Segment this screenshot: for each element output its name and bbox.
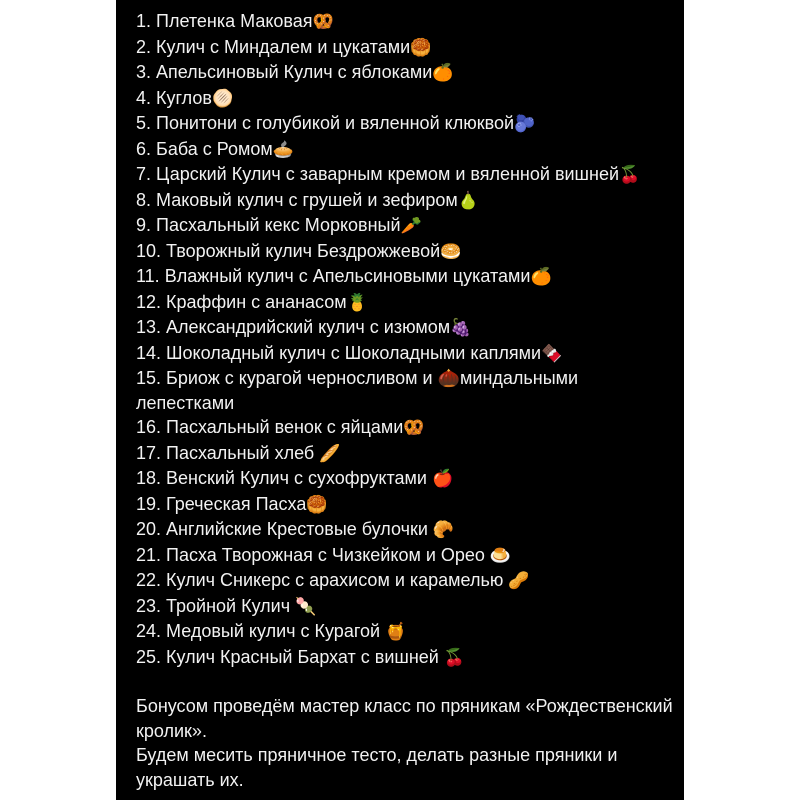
pineapple-icon: 🍍 (346, 292, 368, 313)
list-item (136, 594, 676, 620)
custard-icon: 🍮 (489, 545, 512, 566)
pear-icon: 🍐 (457, 190, 479, 211)
pretzel-icon: 🥨 (312, 12, 334, 32)
list-item (136, 315, 676, 341)
chocolate-icon: 🍫 (541, 343, 563, 364)
list-item-text: 16. Пасхальный венок с яйцами (136, 417, 404, 437)
list-item (136, 441, 676, 467)
list-item (136, 239, 676, 265)
list-item-text: 17. Пасхальный хлеб (136, 442, 320, 463)
list-item (136, 188, 676, 214)
list-item (136, 543, 676, 569)
grapes-icon: 🍇 (450, 318, 472, 338)
list-item-text: 10. Творожный кулич Бездрожжевой (136, 240, 441, 261)
list-item-text: 11. Влажный кулич с Апельсиновыми цукатами (136, 266, 531, 286)
list-item-text: 1. Плетенка Маковая (136, 11, 313, 31)
bonus-text-block (136, 694, 681, 792)
list-item (136, 290, 676, 316)
list-item (136, 264, 676, 290)
honey-pot-icon: 🍯 (385, 622, 407, 642)
message-screen (116, 0, 684, 800)
pie-icon: 🥧 (272, 139, 294, 160)
list-item (136, 466, 676, 492)
list-item-text: 5. Понитони с голубикой и вяленной клюквой (136, 113, 515, 133)
list-item-text: 23. Тройной Кулич (136, 595, 296, 616)
list-item (136, 137, 676, 163)
list-item (136, 162, 676, 188)
list-item-text: 20. Английские Крестовые булочки (136, 519, 433, 539)
bonus-announcement: Бонусом проведём мастер класс по пряникам «Рождественский кролик». (136, 696, 673, 741)
list-item-text: 21. Пасха Творожная с Чизкейком и Орео (136, 544, 490, 565)
list-item-text: 7. Царский Кулич с заварным кремом и вяленной вишней (136, 164, 620, 184)
list-item-text: 19. Греческая Пасха (136, 493, 307, 514)
croissant-icon: 🥐 (432, 520, 455, 540)
mooncake-icon: 🥮 (306, 494, 328, 515)
list-item-text: 14. Шоколадный кулич с Шоколадными каплями (136, 342, 542, 363)
list-item-text: 15. Бриож с курагой черносливом и 🌰миндальными лепестками (136, 368, 579, 413)
cherries-icon: 🍒 (443, 647, 466, 668)
list-item (136, 619, 676, 645)
orange-icon: 🍊 (432, 63, 454, 83)
list-item (136, 86, 676, 112)
list-item (136, 111, 676, 137)
list-item (136, 517, 676, 543)
list-item-text: 6. Баба с Ромом (136, 138, 273, 159)
list-item-text: 4. Куглов (136, 87, 212, 108)
cherries-icon: 🍒 (619, 165, 641, 185)
recipe-list (136, 9, 676, 670)
list-item (136, 35, 676, 61)
list-item-text: 22. Кулич Сникерс с арахисом и карамелью (136, 570, 509, 590)
carrot-icon: 🥕 (400, 216, 422, 236)
list-item-text: 18. Венский Кулич с сухофруктами (136, 468, 432, 488)
list-item (136, 341, 676, 367)
list-item-text: 12. Краффин с ананасом (136, 291, 347, 312)
blueberries-icon: 🫐 (514, 114, 536, 134)
pretzel-icon: 🥨 (403, 418, 425, 438)
bonus-details: Будем месить пряничное тесто, делать разные пряники и украшать их. (136, 745, 618, 790)
list-item-text: 8. Маковый кулич с грушей и зефиром (136, 189, 458, 210)
list-item-text: 25. Кулич Красный Бархат с вишней (136, 646, 444, 667)
list-item-text: 3. Апельсиновый Кулич с яблоками (136, 62, 433, 82)
list-item (136, 492, 676, 518)
list-item-text: 2. Кулич с Миндалем и цукатами (136, 36, 411, 57)
orange-icon: 🍊 (530, 267, 552, 287)
list-item (136, 645, 676, 671)
list-item-text: 24. Медовый кулич с Курагой (136, 621, 386, 641)
list-item (136, 60, 676, 86)
list-item (136, 366, 676, 415)
bagel-icon: 🥯 (440, 241, 462, 262)
dango-icon: 🍡 (295, 596, 317, 617)
list-item (136, 9, 676, 35)
peanuts-icon: 🥜 (508, 571, 530, 591)
baguette-icon: 🥖 (319, 443, 341, 464)
list-item (136, 415, 676, 441)
apple-icon: 🍎 (431, 469, 454, 489)
list-item (136, 568, 676, 594)
list-item (136, 213, 676, 239)
flatbread-icon: 🫓 (211, 88, 234, 109)
list-item-text: 13. Александрийский кулич с изюмом (136, 317, 451, 337)
mooncake-icon: 🥮 (410, 37, 432, 58)
list-item-text: 9. Пасхальный кекс Морковный (136, 215, 401, 235)
